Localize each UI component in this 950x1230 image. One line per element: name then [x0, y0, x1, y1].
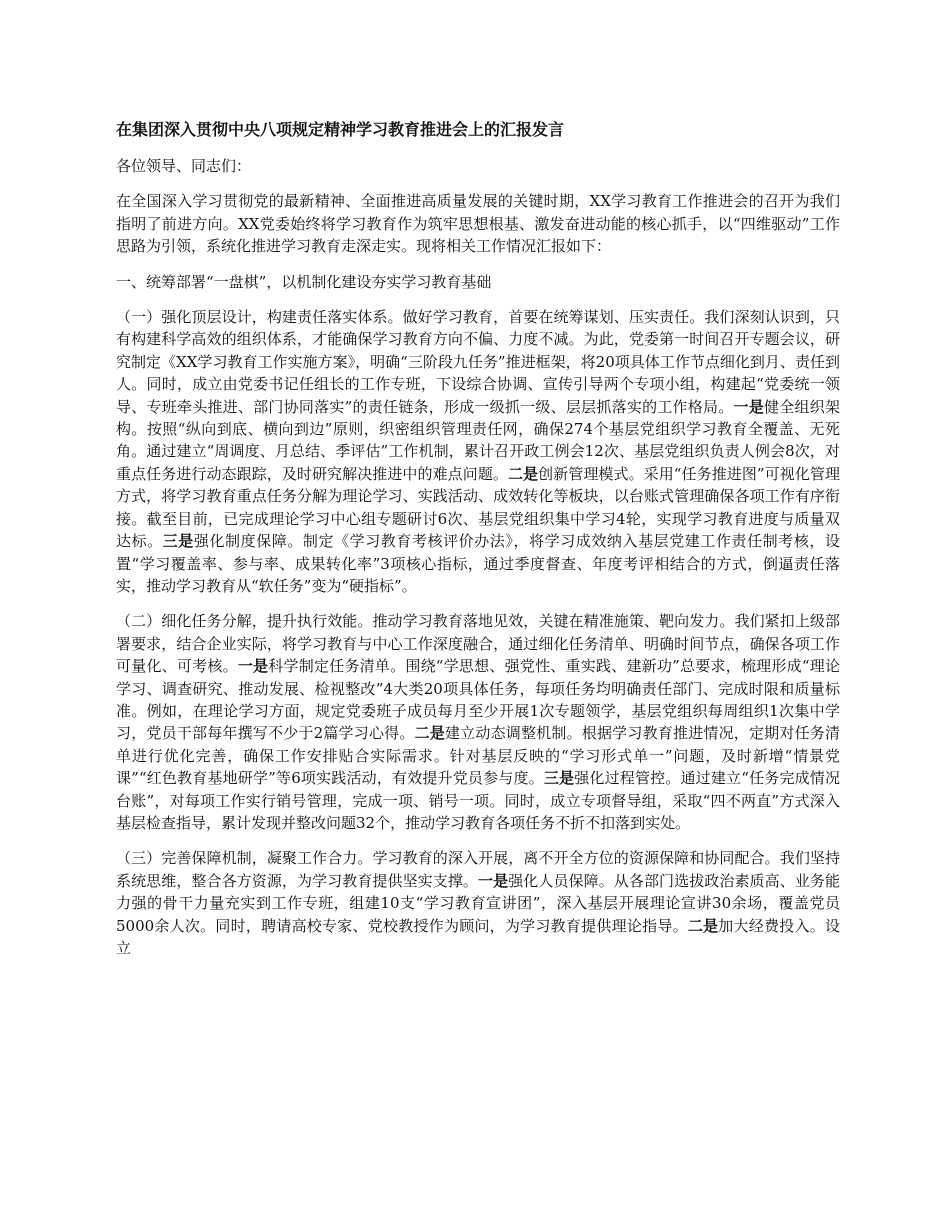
- paragraph-2-lead: （二）细化任务分解，提升执行效能。推动学习教育落地见效，关键在精准施策、靶向发力。我们紧扣上级部署要求，结合企业实际，将学习教育与中心工作深度融合，通过细化任务清单、明确时间节点，确保各项工作可量化、可考核。: [116, 612, 840, 676]
- keyword-second: 二是: [687, 916, 719, 935]
- paragraph-1-point-2: 创新管理模式。采用“任务推进图”可视化管理方式，将学习教育重点任务分解为理论学习、实践活动、成效转化等板块，以台账式管理确保各项工作有序衔接。截至目前，已完成理论学习中心组专题研讨6次、基层党组织集中学习4轮，实现学习教育进度与质量双达标。: [116, 464, 840, 551]
- paragraph-1-point-3: 强化制度保障。制定《学习教育考核评价办法》，将学习成效纳入基层党建工作责任制考核，设置“学习覆盖率、参与率、成果转化率”3项核心指标，通过季度督查、年度考评相结合的方式，倒逼责任落实，推动学习教育从“软任务”变为“硬指标”。: [116, 532, 840, 595]
- paragraph-1: [116, 306, 840, 597]
- paragraph-2-point-2: 建立动态调整机制。根据学习教育推进情况，定期对任务清单进行优化完善，确保工作安排贴合实际需求。针对基层反映的“学习形式单一”问题，及时新增“情景党课”“红色教育基地研学”等6项实践活动，有效提升党员参与度。: [116, 724, 840, 788]
- paragraph-2-point-1: 科学制定任务清单。围绕“学思想、强党性、重实践、建新功”总要求，梳理形成“理论学习、调查研究、推动发展、检视整改”4大类20项具体任务，每项任务均明确责任部门、完成时限和质量标准。例如，在理论学习方面，规定党委班子成员每月至少开展1次专题领学，基层党组织每周组织1次集中学习，党员干部每年撰写不少于2篇学习心得。: [116, 657, 840, 743]
- keyword-first: 一是: [237, 657, 269, 676]
- paragraph-3-lead: （三）完善保障机制，凝聚工作合力。学习教育的深入开展，离不开全方位的资源保障和协同配合。我们坚持系统思维，整合各方资源，为学习教育提供坚实支撑。: [116, 849, 840, 890]
- keyword-first: 一是: [478, 871, 509, 890]
- paragraph-2-point-3: 强化过程管控。通过建立“任务完成情况台账”，对每项工作实行销号管理，完成一项、销号一项。同时，成立专项督导组，采取“四不两直”方式深入基层检查指导，累计发现并整改问题32个，推动学习教育各项任务不折不扣落到实处。: [116, 769, 840, 832]
- paragraph-3-point-2: 加大经费投入。设立: [116, 916, 840, 957]
- document-page: [116, 118, 840, 972]
- keyword-second: 二是: [507, 464, 539, 483]
- keyword-second: 二是: [414, 724, 445, 743]
- paragraph-3: [116, 847, 840, 959]
- intro-paragraph: 在全国深入学习贯彻党的最新精神、全面推进高质量发展的关键时期，XX学习教育工作推进会的召开为我们指明了前进方向。XX党委始终将学习教育作为筑牢思想根基、激发奋进动能的核心抓手，以“四维驱动”工作思路为引领，系统化推进学习教育走深走实。现将相关工作情况汇报如下：: [116, 192, 840, 256]
- paragraph-3-point-1: 强化人员保障。从各部门选拔政治素质高、业务能力强的骨干力量充实到工作专班，组建10支“学习教育宣讲团”，深入基层开展理论宣讲30余场，覆盖党员5000余人次。同时，聘请高校专家、党校教授作为顾问，为学习教育提供理论指导。: [116, 871, 840, 935]
- document-title: 在集团深入贯彻中央八项规定精神学习教育推进会上的汇报发言: [116, 120, 565, 139]
- keyword-third: 三是: [162, 532, 194, 551]
- paragraph-1-point-1: 健全组织架构。按照“纵向到底、横向到边”原则，织密组织管理责任网，确保274个基层党组织学习教育全覆盖、无死角。通过建立“周调度、月总结、季评估”工作机制，累计召开政工例会12次、基层党组织负责人例会8次，对重点任务进行动态跟踪，及时研究解决推进中的难点问题。: [116, 397, 840, 483]
- salutation: 各位领导、同志们：: [116, 157, 252, 175]
- keyword-third: 三是: [543, 769, 575, 788]
- paragraph-2: [116, 610, 840, 834]
- section-heading-1: 一、统筹部署“一盘棋”，以机制化建设夯实学习教育基础: [116, 272, 492, 291]
- paragraph-1-lead: （一）强化顶层设计，构建责任落实体系。做好学习教育，首要在统筹谋划、压实责任。我们深刻认识到，只有构建科学高效的组织体系，才能确保学习教育方向不偏、力度不减。为此，党委第一时间召开专题会议，研究制定《XX学习教育工作实施方案》，明确“三阶段九任务”推进框架，将20项具体工作节点细化到月、责任到人。同时，成立由党委书记任组长的工作专班，下设综合协调、宣传引导两个专项小组，构建起“党委统一领导、专班牵头推进、部门协同落实”的责任链条，形成一级抓一级、层层抓落实的工作格局。: [116, 308, 840, 416]
- keyword-first: 一是: [733, 397, 764, 416]
